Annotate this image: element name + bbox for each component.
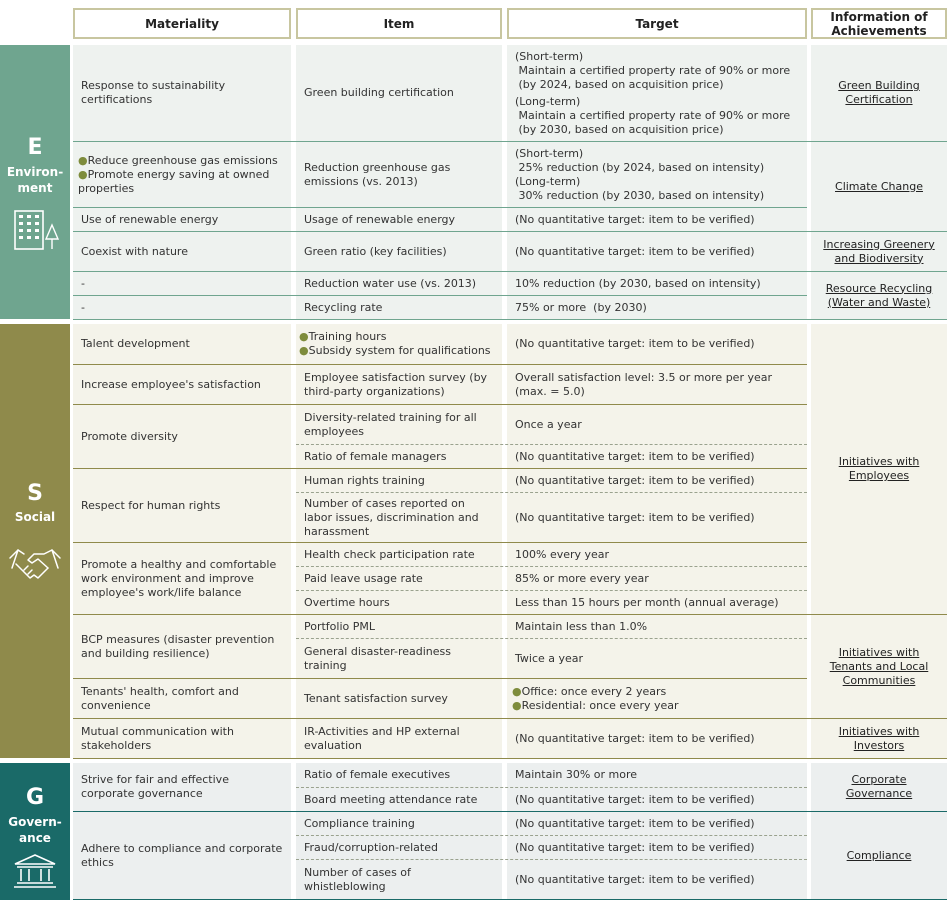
soc-target-5a: 100% every year bbox=[515, 547, 610, 561]
env-achievement-2 bbox=[811, 142, 947, 231]
gov-target-1a: Maintain 30% or more bbox=[515, 768, 638, 781]
bullet-icon: ● bbox=[299, 330, 309, 343]
env-materiality-2 bbox=[73, 142, 291, 207]
gov-target-1b: (No quantitative target: item to be verified) bbox=[515, 792, 755, 806]
soc-item-6a: Portfolio PML bbox=[304, 619, 376, 633]
soc-target-7 bbox=[507, 679, 807, 718]
env-target-1-line: (Short-term) bbox=[515, 49, 584, 63]
band-word-governance-1: Govern- bbox=[8, 815, 62, 829]
soc-target-3b: (No quantitative target: item to be verified) bbox=[515, 449, 755, 463]
soc-materiality-8: Mutual communication with stakeholders bbox=[81, 724, 234, 752]
env-target-2 bbox=[507, 142, 807, 207]
soc-target-6a: Maintain less than 1.0% bbox=[515, 619, 648, 633]
env-achievement-5 bbox=[811, 272, 947, 319]
gov-item-2c: Number of cases of whistleblowing bbox=[304, 865, 411, 893]
initiatives-tenants-link[interactable]: Initiatives with Tenants and Local Communities bbox=[829, 645, 929, 687]
env-target-6: 75% or more (by 2030) bbox=[515, 300, 647, 314]
band-letter-g: G bbox=[25, 785, 45, 810]
env-materiality-6: - bbox=[81, 300, 85, 314]
env-item-2: Reduction greenhouse gas emissions (vs. 2013) bbox=[304, 160, 451, 188]
soc-achievement-2 bbox=[811, 615, 947, 718]
soc-target-5b: 85% or more every year bbox=[515, 571, 649, 585]
green-building-link[interactable]: Green Building Certification bbox=[838, 79, 920, 106]
soc-target-4b: (No quantitative target: item to be verified) bbox=[515, 510, 755, 524]
env-materiality-3: Use of renewable energy bbox=[81, 212, 219, 226]
soc-item-5a: Health check participation rate bbox=[304, 547, 475, 561]
env-target-1-line: Maintain a certified property rate of 90% or more bbox=[515, 108, 791, 122]
soc-materiality-1: Talent development bbox=[81, 337, 190, 350]
header-achievements: Information of Achievements bbox=[811, 8, 947, 39]
soc-achievement-1 bbox=[811, 324, 947, 614]
env-achievement-1 bbox=[811, 45, 947, 141]
soc-item-5c: Overtime hours bbox=[304, 595, 390, 609]
building-tree-icon bbox=[13, 207, 61, 251]
soc-item-1-bullet: ●Training hours bbox=[299, 330, 387, 343]
soc-item-4a: Human rights training bbox=[304, 473, 425, 487]
gov-materiality-2: Adhere to compliance and corporate ethics bbox=[81, 841, 283, 869]
soc-item-1-bullet: ●Subsidy system for qualifications bbox=[299, 344, 491, 357]
handshake-icon bbox=[8, 540, 62, 584]
soc-target-1: (No quantitative target: item to be verified) bbox=[515, 337, 755, 350]
band-word-environment-1: Environ- bbox=[6, 165, 64, 179]
soc-materiality-2: Increase employee's satisfaction bbox=[81, 377, 261, 391]
gov-target-2c: (No quantitative target: item to be verified) bbox=[515, 872, 755, 886]
gov-achievement-1 bbox=[811, 763, 947, 811]
gov-item-1a: Ratio of female executives bbox=[304, 768, 451, 781]
env-item-4: Green ratio (key facilities) bbox=[304, 244, 447, 258]
env-item-6: Recycling rate bbox=[304, 300, 383, 314]
env-materiality-2-bullet: ●Promote energy saving at owned properties bbox=[78, 167, 270, 195]
gov-achievement-2 bbox=[811, 812, 947, 899]
env-target-1-line: (by 2030, based on acquisition price) bbox=[515, 122, 724, 136]
bullet-icon: ● bbox=[78, 167, 88, 181]
env-target-1-line: Maintain a certified property rate of 90% or more bbox=[515, 63, 791, 77]
compliance-link[interactable]: Compliance bbox=[846, 848, 912, 862]
env-materiality-5: - bbox=[81, 276, 85, 290]
bullet-icon: ● bbox=[512, 684, 522, 698]
band-letter-s: S bbox=[27, 481, 43, 506]
soc-item-4b: Number of cases reported on labor issues, discrimination and harassment bbox=[304, 496, 479, 538]
gov-materiality-1: Strive for fair and effective corporate governance bbox=[81, 773, 229, 800]
gov-item-2a: Compliance training bbox=[304, 816, 415, 830]
gov-item-2b: Fraud/corruption-related bbox=[304, 840, 438, 854]
band-word-environment-2: ment bbox=[17, 181, 53, 195]
soc-target-7-bullet: ●Office: once every 2 years bbox=[512, 684, 667, 698]
env-target-2-line: (Long-term) bbox=[515, 174, 581, 188]
env-target-2-line: 25% reduction (by 2024, based on intensity) bbox=[515, 160, 765, 174]
soc-materiality-5: Promote a healthy and comfortable work environment and improve employee's work/life balance bbox=[81, 557, 277, 599]
env-target-3: (No quantitative target: item to be verified) bbox=[515, 212, 755, 226]
header-target: Target bbox=[507, 8, 807, 39]
environment-band bbox=[0, 45, 70, 319]
soc-materiality-7: Tenants' health, comfort and convenience bbox=[81, 684, 239, 712]
bullet-icon: ● bbox=[512, 698, 522, 712]
env-materiality-2-bullet: ●Reduce greenhouse gas emissions bbox=[78, 153, 278, 167]
initiatives-investors-link[interactable]: Initiatives with Investors bbox=[838, 724, 920, 752]
soc-materiality-6: BCP measures (disaster prevention and building resilience) bbox=[81, 632, 275, 660]
env-target-1 bbox=[507, 45, 807, 141]
corporate-governance-link[interactable]: Corporate Governance bbox=[845, 773, 913, 800]
courthouse-icon bbox=[12, 853, 58, 889]
soc-item-1 bbox=[296, 324, 502, 364]
soc-item-2: Employee satisfaction survey (by third-party organizations) bbox=[304, 370, 488, 398]
env-item-5: Reduction water use (vs. 2013) bbox=[304, 276, 477, 290]
env-item-3: Usage of renewable energy bbox=[304, 212, 456, 226]
soc-target-3a: Once a year bbox=[515, 417, 582, 431]
env-target-5: 10% reduction (by 2030, based on intensity) bbox=[515, 276, 761, 290]
env-target-2-line: (Short-term) bbox=[515, 146, 584, 160]
resource-recycling-link[interactable]: Resource Recycling (Water and Waste) bbox=[825, 281, 933, 309]
env-target-4: (No quantitative target: item to be verified) bbox=[515, 244, 755, 258]
env-materiality-1: Response to sustainability certifications bbox=[81, 79, 226, 106]
bullet-icon: ● bbox=[299, 344, 309, 357]
band-word-governance-2: ance bbox=[19, 831, 51, 845]
env-item-1: Green building certification bbox=[304, 86, 454, 99]
soc-item-8: IR-Activities and HP external evaluation bbox=[304, 724, 460, 752]
soc-item-7: Tenant satisfaction survey bbox=[304, 691, 448, 705]
soc-target-5c: Less than 15 hours per month (annual average) bbox=[515, 595, 779, 609]
soc-target-7-bullet: ●Residential: once every year bbox=[512, 698, 679, 712]
header-materiality: Materiality bbox=[73, 8, 291, 39]
soc-materiality-3: Promote diversity bbox=[81, 429, 178, 443]
env-target-1-line: (by 2024, based on acquisition price) bbox=[515, 77, 724, 91]
env-achievement-4 bbox=[811, 232, 947, 271]
soc-item-5b: Paid leave usage rate bbox=[304, 571, 423, 585]
initiatives-employees-link[interactable]: Initiatives with Employees bbox=[838, 455, 920, 482]
gov-item-1b: Board meeting attendance rate bbox=[304, 792, 478, 806]
climate-change-link[interactable]: Climate Change bbox=[835, 179, 923, 193]
soc-item-6b: General disaster-readiness training bbox=[304, 644, 451, 672]
greenery-biodiversity-link[interactable]: Increasing Greenery and Biodiversity bbox=[823, 237, 935, 265]
soc-target-2: Overall satisfaction level: 3.5 or more per year (max. = 5.0) bbox=[515, 370, 773, 398]
bullet-icon: ● bbox=[78, 153, 88, 167]
governance-band bbox=[0, 763, 70, 900]
soc-item-3b: Ratio of female managers bbox=[304, 449, 447, 463]
soc-materiality-4: Respect for human rights bbox=[81, 498, 221, 512]
soc-achievement-3 bbox=[811, 719, 947, 758]
soc-item-3a: Diversity-related training for all employees bbox=[304, 410, 477, 438]
gov-target-2b: (No quantitative target: item to be verified) bbox=[515, 840, 755, 854]
env-materiality-4: Coexist with nature bbox=[81, 244, 188, 258]
soc-target-8: (No quantitative target: item to be verified) bbox=[515, 731, 755, 745]
social-band bbox=[0, 324, 70, 758]
soc-target-6b: Twice a year bbox=[515, 651, 584, 665]
env-target-1-line: (Long-term) bbox=[515, 94, 581, 108]
header-item: Item bbox=[296, 8, 502, 39]
gov-target-2a: (No quantitative target: item to be verified) bbox=[515, 816, 755, 830]
band-word-social: Social bbox=[14, 510, 56, 524]
env-target-2-line: 30% reduction (by 2030, based on intensity) bbox=[515, 188, 765, 202]
band-letter-e: E bbox=[27, 135, 43, 160]
soc-target-4a: (No quantitative target: item to be verified) bbox=[515, 473, 755, 487]
